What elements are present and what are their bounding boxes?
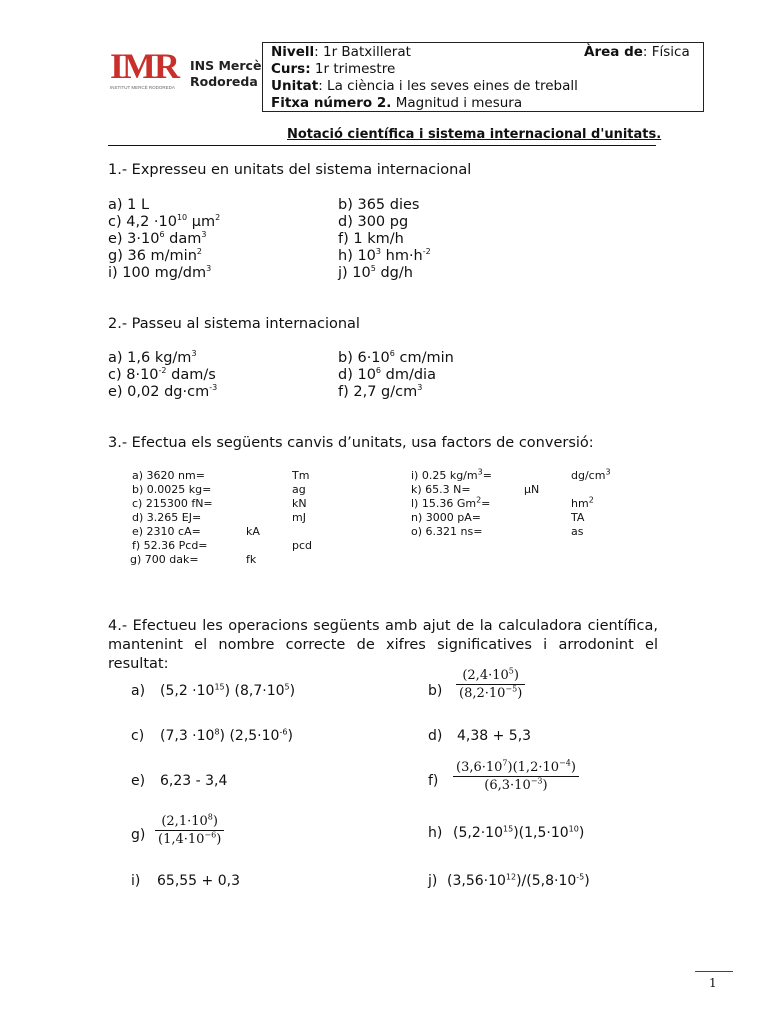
curs-row <box>271 61 395 77</box>
s2-item-f: f) 2,7 $g/cm^3$ <box>338 383 423 400</box>
s3-unit-f: pcd <box>292 539 313 552</box>
s4-item-a-label: a) <box>131 683 146 699</box>
s4-item-g-label: g) <box>131 827 146 843</box>
s4-item-e-label: e) <box>131 773 146 789</box>
logo-text: IMR <box>110 46 178 86</box>
s3-unit-b: ag <box>292 483 306 496</box>
header-info-box <box>262 42 704 112</box>
nivell-value: : 1r Batxillerat <box>314 44 411 60</box>
s3-item-b: b) 0.0025 kg= <box>132 483 212 496</box>
unitat-label: Unitat <box>271 78 319 94</box>
s4-item-d-label: d) <box>428 728 443 744</box>
footer-rule <box>695 971 733 972</box>
s3-item-k: k) 65.3 N= <box>411 483 471 496</box>
s4-item-i: 65,55 + 0,3 <box>157 873 240 889</box>
s4-item-c: $(7,3 \cdot 10^8)$ $(2,5\cdot 10^{-6})$ <box>160 727 293 744</box>
area-value: : Física <box>642 44 690 60</box>
s3-item-a: a) 3620 nm= <box>132 469 205 482</box>
section1-heading: 1.- Expresseu en unitats del sistema internacional <box>108 162 472 178</box>
s3-unit-n: TA <box>571 511 585 524</box>
s4-item-b <box>456 668 525 701</box>
title-rule <box>108 145 656 146</box>
school-name <box>190 58 261 90</box>
school-name-line1: INS Mercè <box>190 58 262 73</box>
s1-item-a: a) 1 L <box>108 197 150 213</box>
s2-item-a: a) 1,6 $kg/m^3$ <box>108 349 197 366</box>
s3-item-i: i) 0.25 $kg/m^3=$ <box>411 467 492 482</box>
s1-item-i: i) 100 $mg/dm^3$ <box>108 264 212 281</box>
section2-heading: 2.- Passeu al sistema internacional <box>108 316 360 332</box>
s4-item-c-label: c) <box>131 728 145 744</box>
nivell-label: Nivell <box>271 44 315 60</box>
s4-item-g-fraction: $\frac{(2,1\cdot 10^8)}{(1,4\cdot 10^{-6})}$ <box>155 814 224 847</box>
s4-item-b-label: b) <box>428 683 443 699</box>
imr-logo-graphic <box>108 44 188 92</box>
s4-item-b-fraction: $\frac{(2,4\cdot 10^5)}{(8,2\cdot 10^{-5})}$ <box>456 668 525 701</box>
s3-item-c: c) 215300 fN= <box>132 497 213 510</box>
s4-item-d: 4,38 + 5,3 <box>457 728 532 744</box>
s1-item-b: b) 365 dies <box>338 197 420 213</box>
s3-unit-i: $dg/cm^3$ <box>571 467 611 482</box>
unitat-row <box>271 78 578 94</box>
s4-item-h: $(5,2\cdot 10^{15})(1,5\cdot 10^{10})$ <box>453 824 585 841</box>
s4-item-g <box>155 814 224 847</box>
s2-item-c: c) $8\cdot 10^{-2}$ dam/s <box>108 366 216 383</box>
area-label: Àrea de <box>584 44 643 60</box>
fitxa-row <box>271 95 522 111</box>
s4-item-f-fraction: $\frac{(3,6\cdot 10^7)(1,2\cdot 10^{-4})}{(6,3\cdot 10^{-3})}$ <box>453 760 579 793</box>
school-logo <box>108 44 263 104</box>
s2-item-b: b) $6\cdot 10^6$ cm/min <box>338 349 454 366</box>
s4-item-f <box>453 760 579 793</box>
s1-item-e: e) $3\cdot 10^6$ dam$^3$ <box>108 230 207 247</box>
s3-item-n: n) 3000 pA= <box>411 511 481 524</box>
s2-item-e: e) 0,02 $dg\cdot cm^{-3}$ <box>108 383 218 400</box>
s1-item-g: g) 36 $m/\min^2$ <box>108 247 202 264</box>
s3-item-g: g) 700 dak= <box>130 553 199 566</box>
area-row <box>584 44 690 60</box>
s1-item-j: j) $10^5$ dg/h <box>338 264 413 281</box>
s4-item-j-label: j) <box>428 873 438 889</box>
curs-value: 1r trimestre <box>310 61 396 77</box>
s1-item-c: c) $4,2 \cdot 10^{10}$ $\mu m^2$ <box>108 213 221 230</box>
fitxa-label: Fitxa número 2. <box>271 95 392 111</box>
page-number: 1 <box>709 976 717 990</box>
s3-item-l: l) 15.36 $Gm^2=$ <box>411 495 491 510</box>
curs-label: Curs: <box>271 61 311 77</box>
s3-unit-k: μN <box>524 483 540 496</box>
s3-item-d: d) 3.265 EJ= <box>132 511 202 524</box>
unitat-value: : La ciència i les seves eines de treball <box>318 78 578 94</box>
s1-item-h: h) $10^3$ $hm\cdot h^{-2}$ <box>338 247 431 264</box>
s3-unit-c: kN <box>292 497 307 510</box>
s3-unit-a: Tm <box>292 469 310 482</box>
s2-item-d: d) $10^6$ dm/dia <box>338 366 436 383</box>
s3-unit-d: mJ <box>292 511 306 524</box>
s3-unit-e: kA <box>246 525 260 538</box>
section3-heading: 3.- Efectua els següents canvis d’unitats, usa factors de conversió: <box>108 435 594 451</box>
logo-subtext: INSTITUT MERCÈ RODOREDA <box>110 85 175 90</box>
s1-item-d: d) 300 pg <box>338 214 409 230</box>
fitxa-value: Magnitud i mesura <box>391 95 523 111</box>
s3-unit-l: $hm^2$ <box>571 495 594 510</box>
s4-item-a: $(5,2 \cdot 10^{15})$ $(8,7\cdot 10^5)$ <box>160 682 296 699</box>
s4-item-e: 6,23 - 3,4 <box>160 773 228 789</box>
page-title: Notació científica i sistema internacional d'unitats. <box>287 127 662 142</box>
s3-unit-o: as <box>571 525 584 538</box>
s4-item-f-label: f) <box>428 773 439 789</box>
s3-item-o: o) 6.321 ns= <box>411 525 483 538</box>
school-name-line2: Rodoreda <box>190 74 258 89</box>
s3-item-e: e) 2310 cA= <box>132 525 201 538</box>
nivell-row <box>271 44 411 60</box>
s4-item-i-label: i) <box>131 873 141 889</box>
s4-item-j: $(3,56\cdot 10^{12})/(5,8\cdot 10^{-5})$ <box>447 872 590 889</box>
s1-item-f: f) 1 km/h <box>338 231 404 247</box>
s4-item-h-label: h) <box>428 825 443 841</box>
s3-unit-g: fk <box>246 553 257 566</box>
section4-heading: 4.- Efectueu les operacions següents amb ajut de la calculadora científica, mantenint el nombre correcte de xifres significatives i arrodonint el resultat: <box>108 618 658 672</box>
s3-item-f: f) 52.36 Pcd= <box>132 539 208 552</box>
